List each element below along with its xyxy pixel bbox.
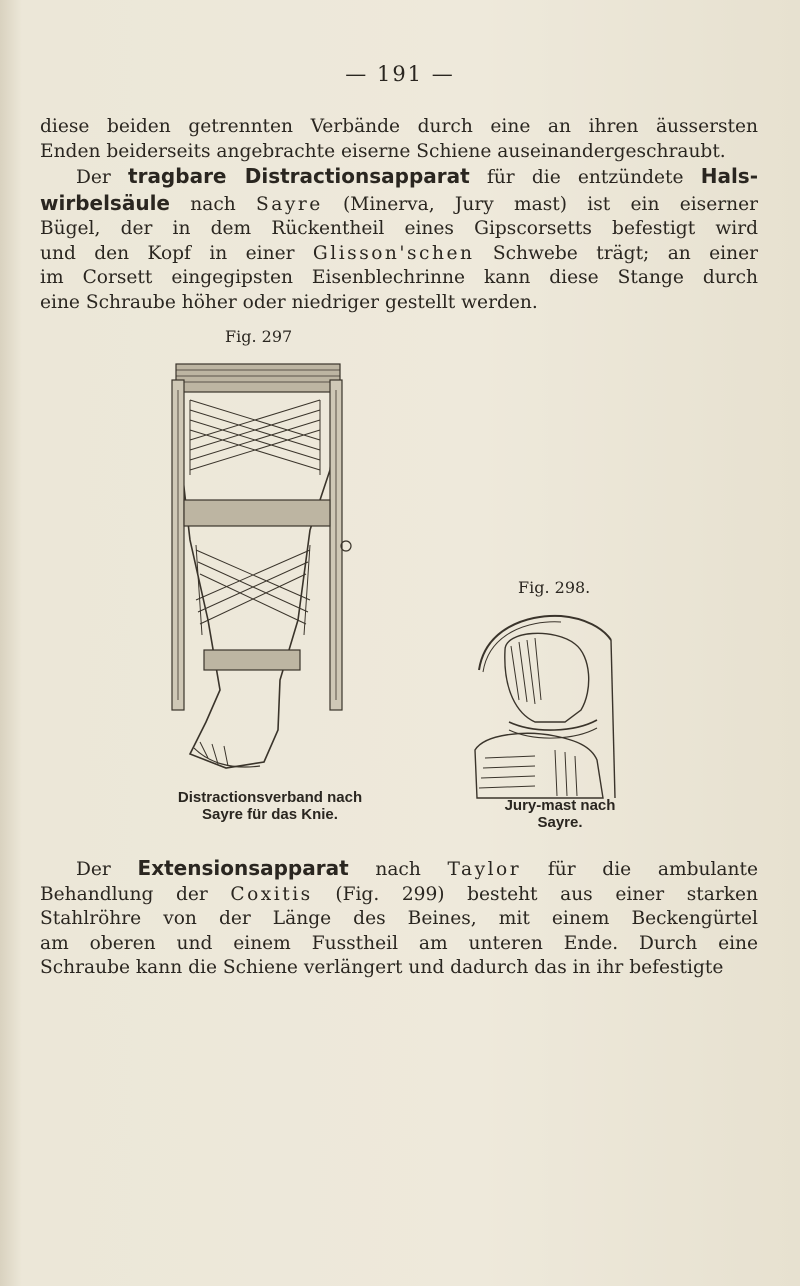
text-line: Stahlröhre von der Länge des Beines, mit einem Beckengürtel	[40, 908, 758, 930]
caption-line: Distractionsverband nach	[177, 789, 363, 806]
text-line: diese beiden getrennten Verbände durch eine an ihren äussersten	[40, 116, 758, 137]
figure-298-jury-mast-illustration	[465, 610, 625, 800]
figure-298-label: Fig. 298.	[518, 578, 591, 597]
text-line: Enden beiderseits angebrachte eiserne Schiene auseinandergeschraubt.	[40, 140, 726, 162]
text-line: am oberen und einem Fusstheil am unteren Ende. Durch eine	[40, 932, 758, 954]
paragraph-2	[40, 164, 758, 316]
term-distractionsapparat: tragbare Distractionsapparat	[128, 164, 470, 188]
text-line: Der Extensionsapparat nach Taylor für die ambulante	[76, 856, 758, 880]
author-name: Taylor	[447, 859, 522, 880]
paragraph-3	[40, 856, 758, 981]
paragraph-1	[40, 115, 758, 164]
text-line: Behandlung der Coxitis (Fig. 299) besteht aus einer starken	[40, 883, 758, 905]
text-line: wirbelsäule nach Sayre (Minerva, Jury mast) ist ein eiserner	[40, 190, 758, 215]
term-hals: Hals-	[700, 164, 759, 188]
text-line: im Corsett eingegipsten Eisenblechrinne kann diese Stange durch	[40, 267, 758, 289]
text-line: und den Kopf in einer Glisson'schen Schwebe trägt; an einer	[40, 242, 758, 264]
text-line: Bügel, der in dem Rückentheil eines Gipscorsetts befestigt wird	[40, 218, 758, 240]
caption-line: Sayre.	[537, 814, 583, 831]
author-name: Glisson'schen	[312, 242, 475, 264]
text-line: Der tragbare Distractionsapparat für die entzündete Hals-	[76, 164, 759, 188]
figure-297-knee-illustration	[160, 350, 360, 780]
caption-line: Jury-mast nach	[504, 797, 616, 814]
term-wirbelsaeule: wirbelsäule	[40, 190, 170, 215]
disease-name: Coxitis	[230, 883, 313, 905]
figure-297-caption	[155, 789, 385, 823]
term-extensionsapparat: Extensionsapparat	[137, 856, 349, 880]
figure-297-label: Fig. 297	[225, 327, 293, 346]
text-line: Schraube kann die Schiene verlängert und dadurch das in ihr befestigte	[40, 957, 724, 979]
author-name: Sayre	[256, 193, 323, 215]
page-number: — 191 —	[345, 62, 455, 86]
text-line: eine Schraube höher oder niedriger gestellt werden.	[40, 291, 538, 313]
figure-298-caption	[470, 797, 650, 831]
caption-line: Sayre für das Knie.	[202, 806, 338, 823]
